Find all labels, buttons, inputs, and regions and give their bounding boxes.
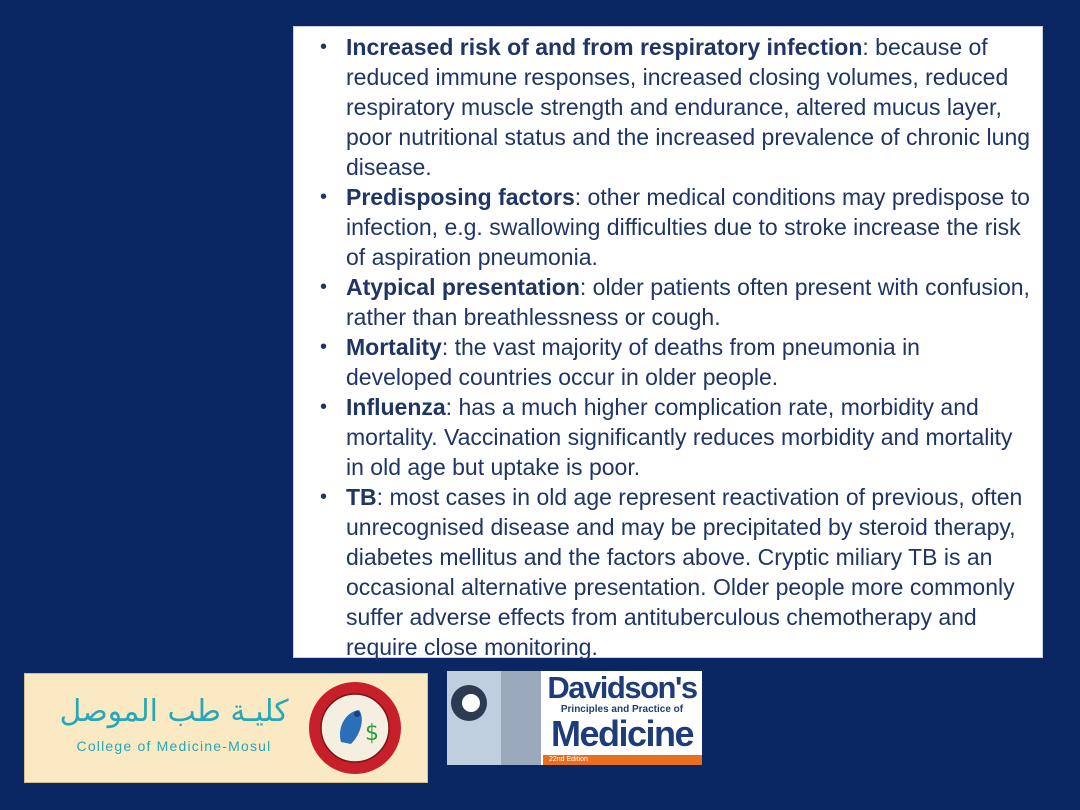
svg-text:$: $ [365,721,379,746]
item-text: : older patients often present with confusion, rather than breathlessness or cough. [346,274,1030,330]
item-text: : other medical conditions may predispose to infection, e.g. swallowing difficulties due to stroke increase the risk of aspiration pneumonia. [346,184,1030,270]
bullet-list [318,32,1032,662]
bullet-icon: • [320,336,328,358]
item-text: : has a much higher complication rate, morbidity and mortality. Vaccination significantly reduces morbidity and mortality in old age but uptake is poor. [346,394,1013,480]
college-seal-icon [307,680,403,776]
bullet-icon: • [320,36,328,58]
college-name-arabic: كليـة طب الموصل [59,694,289,729]
item-term: Influenza [346,394,446,420]
book-medicine: Medicine [550,713,694,754]
book-subtitle: Principles and Practice of [560,704,684,715]
list-item [318,482,1032,662]
item-term: Increased risk of and from respiratory infection [346,34,863,60]
content-box [293,26,1043,658]
list-item [318,32,1032,182]
bullet-icon: • [320,186,328,208]
bullet-icon: • [320,276,328,298]
item-term: TB [346,484,377,510]
item-term: Atypical presentation [346,274,580,300]
item-text: : most cases in old age represent reactivation of previous, often unrecognised disease and may be precipitated by steroid therapy, diabetes mellitus and the factors above. Cryptic miliary TB is an occasional alternative presentation. Older people more commonly suffer adverse effects from antituberculous chemotherapy and require close monitoring. [346,484,1023,660]
davidsons-book-logo [447,671,702,765]
bullet-icon: • [320,396,328,418]
bullet-icon: • [320,486,328,508]
item-text: : the vast majority of deaths from pneumonia in developed countries occur in older people. [346,334,920,390]
book-logo-panel [447,671,541,765]
list-item [318,392,1032,482]
list-item [318,272,1032,332]
college-name-english: College of Medicine-Mosul [76,738,272,754]
book-emblem-icon [447,671,541,765]
list-item [318,332,1032,392]
college-logo [24,673,428,783]
item-text: : because of reduced immune responses, increased closing volumes, reduced respiratory muscle strength and endurance, altered mucus layer, poor nutritional status and the increased prevalence of chronic lung disease. [346,34,1031,180]
book-edition: 22nd Edition [543,755,702,765]
item-term: Mortality [346,334,442,360]
list-item [318,182,1032,272]
item-term: Predisposing factors [346,184,575,210]
book-title: Davidson's [547,671,697,705]
